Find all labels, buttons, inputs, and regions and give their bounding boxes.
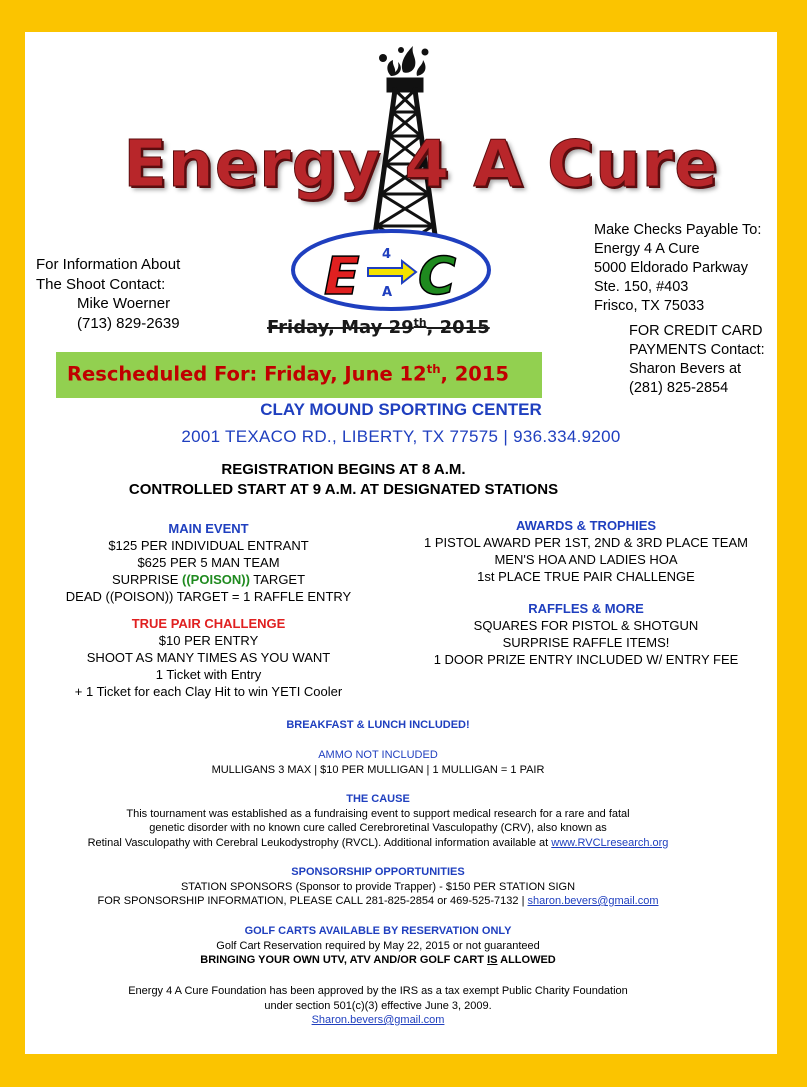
registration-line: REGISTRATION BEGINS AT 8 A.M. [221,461,466,478]
section-line: under section 501(c)(3) effective June 3, 2009. [264,999,492,1012]
golf-cart-section [25,924,731,968]
section-line: $10 PER ENTRY [158,633,259,648]
rescheduled-date: Rescheduled For: Friday, June 12th, 2015 [67,362,510,386]
contact-line: For Information About [36,256,181,273]
section-line: Golf Cart Reservation required by May 22, 2015 or not guaranteed [216,939,540,952]
foundation-section [25,984,731,1028]
section-line: Retinal Vasculopathy with Cerebral Leukodystrophy (RVCL). Additional information available at www.RVCLresearch.org [87,836,669,849]
contact-email-link[interactable]: Sharon.bevers@gmail.com [311,1014,445,1026]
cause-section [25,792,731,850]
section-line: genetic disorder with no known cure called Cerebroretinal Vasculopathy (CRV), also known as [149,822,607,834]
flyer-page [25,32,777,1054]
rvcl-research-link[interactable]: www.RVCLresearch.org [551,836,669,849]
section-line: This tournament was established as a fundraising event to support medical research for a rare and fatal [126,807,630,820]
ammo-section [25,748,731,777]
section-line: MEN'S HOA AND LADIES HOA [494,552,678,567]
section-heading: RAFFLES & MORE [528,601,644,616]
payable-line: 5000 Eldorado Parkway [594,260,748,276]
section-line: DEAD ((POISON)) TARGET = 1 RAFFLE ENTRY [65,589,352,604]
credit-line: FOR CREDIT CARD [629,323,763,339]
contact-name: Mike Woerner [77,295,171,312]
section-heading: AWARDS & TROPHIES [515,518,657,533]
section-line: $625 PER 5 MAN TEAM [137,555,280,570]
registration-line: CONTROLLED START AT 9 A.M. AT DESIGNATED STATIONS [128,481,559,498]
payable-line: Frisco, TX 75033 [594,298,705,314]
section-line: BRINGING YOUR OWN UTV, ATV AND/OR GOLF CART IS ALLOWED [200,954,556,966]
section-line: 1 DOOR PRIZE ENTRY INCLUDED W/ ENTRY FEE [433,652,739,667]
section-line: SQUARES FOR PISTOL & SHOTGUN [473,618,699,633]
event-title: Energy 4 A Cure [123,128,719,202]
section-heading: GOLF CARTS AVAILABLE BY RESERVATION ONLY [244,925,512,937]
payable-line: Make Checks Payable To: [594,222,762,238]
section-heading: AMMO NOT INCLUDED [318,749,438,761]
section-line: 1st PLACE TRUE PAIR CHALLENGE [477,569,695,584]
section-line: SURPRISE ((POISON)) TARGET [111,572,306,587]
venue-address: 2001 TEXACO RD., LIBERTY, TX 77575 | 936.334.9200 [181,427,621,446]
registration-info [25,460,662,500]
section-line: FOR SPONSORSHIP INFORMATION, PLEASE CALL 281-825-2854 or 469-525-7132 | sharon.bevers@gmail.com [97,895,659,907]
section-line: 1 PISTOL AWARD PER 1ST, 2ND & 3RD PLACE TEAM [424,535,748,550]
shoot-contact-block [36,255,180,333]
contact-line: The Shoot Contact: [36,275,166,293]
section-line: SURPRISE RAFFLE ITEMS! [502,635,670,650]
section-line: + 1 Ticket for each Clay Hit to win YETI Cooler [74,684,343,699]
logo-small-4: 4 [382,247,392,262]
e4c-logo [290,228,492,312]
credit-name: Sharon Bevers at [629,361,742,377]
contact-phone: (713) 829-2639 [77,314,180,332]
section-heading: SPONSORSHIP OPPORTUNITIES [291,866,465,878]
main-event-section [45,520,372,700]
section-line: MULLIGANS 3 MAX | $10 PER MULLIGAN | 1 MULLIGAN = 1 PAIR [211,763,545,776]
section-line: STATION SPONSORS (Sponsor to provide Trapper) - $150 PER STATION SIGN [180,880,576,893]
credit-phone: (281) 825-2854 [629,380,729,396]
original-date: Friday, May 29th, 2015 [267,316,490,338]
awards-section [393,517,779,668]
payable-line: Energy 4 A Cure [594,241,700,257]
payable-block [594,221,761,316]
section-line: 1 Ticket with Entry [155,667,262,682]
section-line: Energy 4 A Cure Foundation has been approved by the IRS as a tax exempt Public Charity Foundation [128,985,628,997]
section-line: $125 PER INDIVIDUAL ENTRANT [108,538,309,553]
logo-letter-c: C [418,247,457,307]
sponsor-email-link[interactable]: sharon.bevers@gmail.com [527,895,659,907]
payable-line: Ste. 150, #403 [594,279,689,295]
credit-line: PAYMENTS Contact: [629,342,765,358]
logo-letter-e: E [324,247,360,307]
venue-name: CLAY MOUND SPORTING CENTER [260,400,542,419]
section-line: SHOOT AS MANY TIMES AS YOU WANT [86,650,331,665]
section-heading: MAIN EVENT [168,521,249,536]
section-heading: THE CAUSE [346,793,410,805]
breakfast-note: BREAKFAST & LUNCH INCLUDED! [286,719,470,731]
credit-card-block [629,322,765,398]
sponsorship-section [25,865,731,909]
logo-small-a: A [382,285,393,300]
section-heading: TRUE PAIR CHALLENGE [131,616,286,631]
